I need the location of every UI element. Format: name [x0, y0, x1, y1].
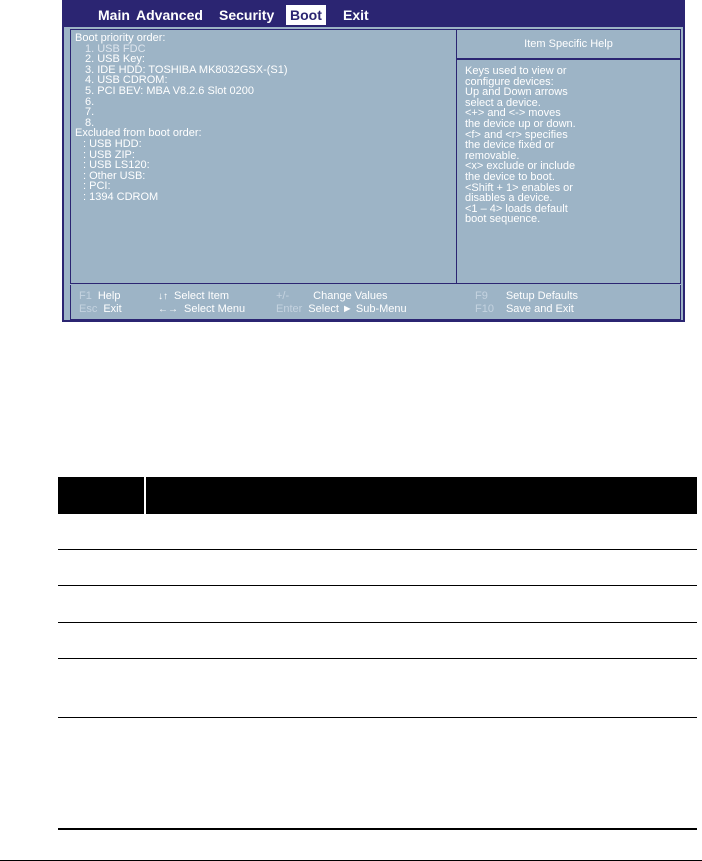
table-header [58, 477, 697, 514]
help-line: <x> exclude or include [465, 160, 576, 173]
f9-key: F9 [475, 290, 488, 302]
legend-change-values [276, 291, 388, 302]
help-line: <Shift + 1> enables or [465, 181, 573, 194]
table-row-divider [58, 658, 697, 659]
table-row-divider [58, 549, 697, 550]
key-legend-footer [70, 285, 681, 320]
boot-item-6[interactable]: 6. [85, 95, 95, 108]
legend-setup-defaults[interactable] [475, 291, 578, 302]
boot-item-8[interactable]: 8. [85, 116, 95, 129]
help-line: <f> and <r> specifies [465, 128, 568, 141]
help-line: Up and Down arrows [465, 86, 568, 99]
f1-key: F1 [79, 290, 92, 302]
help-line: Keys used to view or [465, 65, 567, 77]
change-values-label: Change Values [313, 290, 388, 302]
help-line: removable. [465, 149, 520, 162]
help-line: configure devices: [465, 75, 554, 88]
menu-exit[interactable]: Exit [343, 7, 369, 23]
enter-label: Select ► Sub-Menu [308, 303, 407, 315]
help-line: the device to boot. [465, 170, 555, 183]
legend-save-exit[interactable] [475, 304, 574, 315]
menu-boot[interactable]: Boot [286, 5, 326, 25]
boot-item-2[interactable]: 2. USB Key: [85, 53, 145, 66]
boot-item-3[interactable]: 3. IDE HDD: TOSHIBA MK8032GSX-(S1) [85, 63, 288, 76]
left-right-arrow-icon: ←→ [158, 304, 178, 315]
help-panel [457, 29, 681, 284]
legend-select-item [158, 291, 229, 302]
legend-select-menu [158, 304, 245, 315]
excluded-item-1394-cdrom[interactable]: : 1394 CDROM [83, 190, 159, 203]
enter-key: Enter [276, 303, 303, 315]
help-line: the device fixed or [465, 139, 555, 152]
help-line: <1 – 4> loads default [465, 202, 568, 215]
select-item-label: Select Item [174, 290, 230, 302]
boot-item-7[interactable]: 7. [85, 106, 95, 119]
f9-label: Setup Defaults [505, 290, 578, 302]
help-line: disables a device. [465, 192, 553, 205]
table-row-divider [58, 717, 697, 718]
f10-label: Save and Exit [505, 303, 574, 315]
menu-advanced[interactable]: Advanced [136, 7, 203, 23]
boot-item-1[interactable]: 1. USB FDC [85, 42, 146, 55]
excluded-title: Excluded from boot order: [75, 127, 202, 140]
legend-esc-exit[interactable] [79, 304, 122, 315]
boot-priority-title: Boot priority order: [75, 32, 166, 44]
excluded-item-pci[interactable]: : PCI: [83, 180, 111, 193]
f1-label: Help [97, 290, 121, 302]
up-down-arrow-icon: ↓↑ [158, 291, 168, 302]
boot-item-4[interactable]: 4. USB CDROM: [85, 74, 168, 87]
menu-main[interactable]: Main [98, 7, 130, 23]
excluded-item-usb-zip[interactable]: : USB ZIP: [83, 148, 135, 161]
boot-item-5[interactable]: 5. PCI BEV: MBA V8.2.6 Slot 0200 [85, 84, 254, 97]
f10-key: F10 [475, 303, 494, 315]
bios-setup-screen [62, 0, 685, 322]
excluded-item-usb-hdd[interactable]: : USB HDD: [83, 137, 142, 150]
excluded-item-usb-ls120[interactable]: : USB LS120: [83, 159, 150, 172]
table-row-divider [58, 585, 697, 586]
help-line: the device up or down. [465, 117, 576, 130]
esc-key: Esc [79, 303, 98, 315]
boot-order-panel [70, 29, 457, 284]
table-bottom-rule [58, 828, 697, 830]
bios-menu-bar [64, 2, 683, 27]
esc-label: Exit [103, 303, 122, 315]
menu-security[interactable]: Security [219, 7, 275, 23]
help-line: select a device. [465, 96, 541, 109]
plus-minus-key: +/- [276, 290, 290, 302]
select-menu-label: Select Menu [184, 303, 246, 315]
legend-enter-submenu [276, 304, 407, 315]
help-line: <+> and <-> moves [465, 107, 561, 120]
help-line: boot sequence. [465, 213, 541, 226]
legend-f1-help[interactable] [79, 291, 120, 302]
table-row-divider [58, 622, 697, 623]
excluded-item-other-usb[interactable]: : Other USB: [83, 169, 146, 182]
help-title: Item Specific Help [457, 30, 680, 60]
table-header-divider [144, 477, 146, 514]
